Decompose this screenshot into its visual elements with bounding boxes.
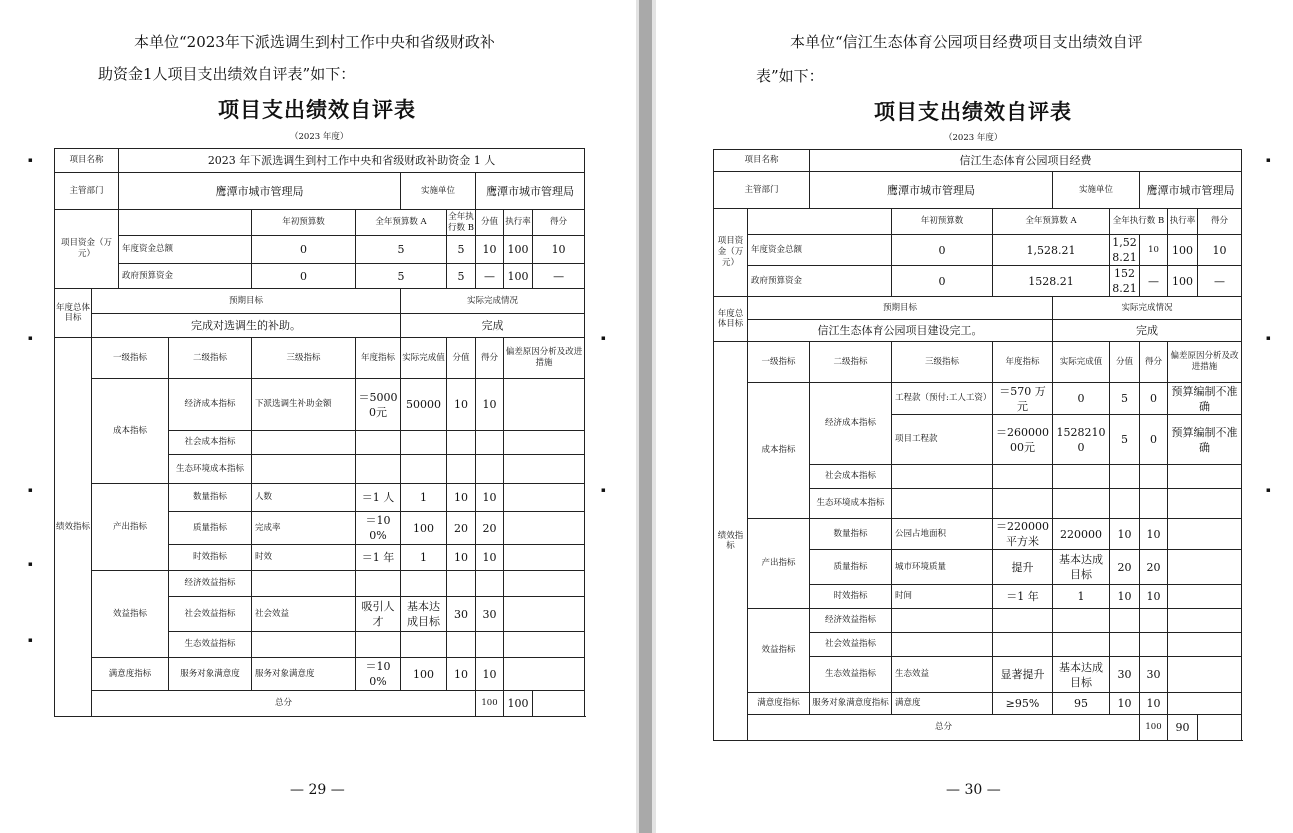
project-name-label: 项目名称	[714, 150, 810, 172]
impl-label: 实施单位	[1053, 172, 1140, 209]
l1-cost: 成本指标	[748, 383, 810, 519]
cell: ＝1 年	[356, 545, 401, 571]
l2-cell: 生态效益指标	[169, 632, 252, 658]
l3-cell: 下派选调生补助金额	[252, 379, 356, 431]
cell: 100	[504, 264, 533, 289]
cell: 10	[533, 236, 585, 264]
margin-mark: ▪	[601, 334, 606, 342]
cell: 30	[447, 597, 476, 632]
impl-value: 鹰潭市城市管理局	[476, 173, 585, 210]
cell: 5	[356, 236, 447, 264]
cell: 10	[1110, 519, 1140, 550]
total-label: 总分	[92, 691, 476, 717]
cell: 5	[1110, 415, 1140, 465]
l2-cell: 社会效益指标	[169, 597, 252, 632]
margin-mark: ▪	[28, 156, 33, 164]
intro-text-line2: 表”如下：	[756, 67, 824, 85]
cell: 100	[401, 658, 447, 691]
col-header: 分值	[1110, 342, 1140, 383]
page-gap-shadow	[636, 0, 639, 833]
col-header: 得分	[1140, 342, 1168, 383]
cell: 1	[401, 545, 447, 571]
col-header: 三级指标	[892, 342, 993, 383]
cell: 10	[476, 545, 504, 571]
goal-expected: 信江生态体育公园项目建设完工。	[748, 320, 1053, 342]
l2-cell: 时效指标	[810, 585, 892, 609]
perf-label: 绩效指标	[55, 338, 92, 717]
cell: 1	[401, 484, 447, 512]
cell: 50000	[401, 379, 447, 431]
cell: 0	[1140, 415, 1168, 465]
l2-cell: 经济成本指标	[810, 383, 892, 465]
l2-cell: 社会成本指标	[169, 431, 252, 455]
cell: 10	[447, 658, 476, 691]
cell: 预算编制不准确	[1168, 415, 1242, 465]
total-score: 100	[476, 691, 504, 717]
cell: 5	[447, 264, 476, 289]
l2-cell: 质量指标	[810, 550, 892, 585]
performance-table: 项目名称 2023 年下派选调生到村工作中央和省级财政补助资金 1 人 主管部门 鹰潭市城市管理局 实施单位 鹰潭市城市管理局 项目资金（万元） 年初预算数 全年预算数 A 全年执行数 B 分值 执行率 得分 年度资金总额 0 5 5 10 100 10 政府预算资金 0 5 5 — 100 — 年度总体目标 预期目标 实际完成情况 完成对选调生的补助。 完成 绩效指标 一级指标 二级指标 三级指标 年度指标 实际完成值 分值 得分 偏差原因分析及改进措施 成本指标 经济成本指标 下派选调生补助金额 ＝50000元 50000 10 10 社会成本指标 生态环境成本指标 产出指标 数量指标 人数 ＝1 人 1 10 10 质量指标 完成率 ＝100% 100 20 20 时效指标 时效 ＝1 年 1 10 10 效益指标 经济效益指标 社会效益指标 社会效益 吸引人才 基本达成目标 30 30 生态效益指标 满意度指标 服务对象满意度 服务对象满意度 ＝100% 100 10 10 总分 100 100	[54, 148, 585, 717]
l1-benefit: 效益指标	[92, 571, 169, 658]
l2-cell: 数量指标	[810, 519, 892, 550]
margin-mark: ▪	[28, 334, 33, 342]
cell: 10	[1198, 235, 1242, 266]
cell: 0	[252, 236, 356, 264]
cell: ＝50000元	[356, 379, 401, 431]
goal-actual: 完成	[401, 314, 585, 338]
cell: 15282100	[1053, 415, 1110, 465]
cell: 1,528.21	[1110, 235, 1140, 266]
l3-cell: 时效	[252, 545, 356, 571]
page-title: 项目支出绩效自评表	[874, 99, 1072, 124]
year-label: （2023 年度）	[944, 133, 1003, 143]
dept-value: 鹰潭市城市管理局	[119, 173, 401, 210]
header-rate: 执行率	[1168, 209, 1198, 235]
intro-text-line1: 本单位“信江生态体育公园项目经费项目支出绩效自评	[790, 33, 1143, 51]
cell: 20	[1140, 550, 1168, 585]
l3-cell: 服务对象满意度	[252, 658, 356, 691]
goal-label: 年度总体目标	[55, 289, 92, 338]
col-header: 偏差原因分析及改进措施	[504, 338, 585, 379]
page-number: — 30 —	[946, 782, 1001, 798]
goal-actual-header: 实际完成情况	[401, 289, 585, 314]
document-page-29	[0, 0, 636, 833]
cell: 10	[447, 484, 476, 512]
intro-text-line1: 本单位“2023年下派选调生到村工作中央和省级财政补	[134, 33, 495, 51]
cell: 10	[1110, 693, 1140, 715]
goal-expected-header: 预期目标	[748, 297, 1053, 320]
col-header: 一级指标	[748, 342, 810, 383]
col-header: 实际完成值	[401, 338, 447, 379]
intro-text-line2: 助资金1人项目支出绩效自评表”如下：	[98, 65, 356, 83]
l3-cell: 生态效益	[892, 657, 993, 693]
l2-cell: 时效指标	[169, 545, 252, 571]
goal-actual: 完成	[1053, 320, 1242, 342]
margin-mark: ▪	[1266, 486, 1271, 494]
page-number: — 29 —	[290, 782, 345, 798]
header-exec: 全年执行数 B	[1110, 209, 1168, 235]
cell: ≥95%	[993, 693, 1053, 715]
goal-actual-header: 实际完成情况	[1053, 297, 1242, 320]
l3-cell: 项目工程款	[892, 415, 993, 465]
l1-output: 产出指标	[748, 519, 810, 609]
cell: ＝26000000元	[993, 415, 1053, 465]
l3-cell: 完成率	[252, 512, 356, 545]
cell: 0	[1053, 383, 1110, 415]
header-init: 年初预算数	[892, 209, 993, 235]
cell: 10	[476, 236, 504, 264]
header-init: 年初预算数	[252, 210, 356, 236]
cell: 预算编制不准确	[1168, 383, 1242, 415]
l3-cell: 人数	[252, 484, 356, 512]
cell: —	[476, 264, 504, 289]
l2-cell: 质量指标	[169, 512, 252, 545]
performance-table	[713, 149, 1242, 741]
l3-cell: 城市环境质量	[892, 550, 993, 585]
total-got: 100	[504, 691, 533, 717]
cell: 30	[476, 597, 504, 632]
header-got: 得分	[1198, 209, 1242, 235]
cell: 20	[1110, 550, 1140, 585]
col-header: 三级指标	[252, 338, 356, 379]
l2-cell: 社会成本指标	[810, 465, 892, 489]
l3-cell: 公园占地面积	[892, 519, 993, 550]
cell: 吸引人才	[356, 597, 401, 632]
cell: 5	[1110, 383, 1140, 415]
impl-value: 鹰潭市城市管理局	[1140, 172, 1242, 209]
cell: 5	[447, 236, 476, 264]
cell: 1528.21	[1110, 266, 1140, 297]
cell: 显著提升	[993, 657, 1053, 693]
cell: 1,528.21	[993, 235, 1110, 266]
cell: 提升	[993, 550, 1053, 585]
l1-cost: 成本指标	[92, 379, 169, 484]
project-name: 信江生态体育公园项目经费	[810, 150, 1242, 172]
l2-cell: 经济效益指标	[810, 609, 892, 633]
funds-label: 项目资金（万元）	[714, 209, 748, 297]
cell: 30	[1140, 657, 1168, 693]
page-title: 项目支出绩效自评表	[218, 97, 416, 122]
l2-cell: 服务对象满意度指标	[810, 693, 892, 715]
header-score: 分值	[476, 210, 504, 236]
cell: 0	[1140, 383, 1168, 415]
margin-mark: ▪	[1266, 156, 1271, 164]
cell: 基本达成目标	[401, 597, 447, 632]
cell: 10	[1140, 519, 1168, 550]
cell: 0	[892, 235, 993, 266]
col-header: 年度指标	[356, 338, 401, 379]
cell: 10	[1140, 585, 1168, 609]
l3-cell: 满意度	[892, 693, 993, 715]
l1-satisfaction: 满意度指标	[92, 658, 169, 691]
cell: 10	[1140, 235, 1168, 266]
col-header: 实际完成值	[1053, 342, 1110, 383]
cell: 100	[1168, 266, 1198, 297]
cell: 95	[1053, 693, 1110, 715]
cell: 1	[1053, 585, 1110, 609]
header-got: 得分	[533, 210, 585, 236]
header-full: 全年预算数 A	[356, 210, 447, 236]
l2-cell: 数量指标	[169, 484, 252, 512]
cell: 10	[1110, 585, 1140, 609]
cell: ＝100%	[356, 658, 401, 691]
cell: 30	[1110, 657, 1140, 693]
cell: 5	[356, 264, 447, 289]
l2-cell: 经济成本指标	[169, 379, 252, 431]
cell: 10	[447, 379, 476, 431]
cell: 10	[1140, 693, 1168, 715]
col-header: 偏差原因分析及改进措施	[1168, 342, 1242, 383]
goal-expected-header: 预期目标	[92, 289, 401, 314]
cell: 100	[504, 236, 533, 264]
l1-satisfaction: 满意度指标	[748, 693, 810, 715]
col-header: 年度指标	[993, 342, 1053, 383]
cell: —	[533, 264, 585, 289]
cell: 10	[476, 379, 504, 431]
l2-cell: 生态效益指标	[810, 657, 892, 693]
cell: 0	[252, 264, 356, 289]
l2-cell: 服务对象满意度	[169, 658, 252, 691]
goal-expected: 完成对选调生的补助。	[92, 314, 401, 338]
cell: 10	[447, 545, 476, 571]
cell: 1528.21	[993, 266, 1110, 297]
margin-mark: ▪	[28, 486, 33, 494]
cell: ＝100%	[356, 512, 401, 545]
cell: 10	[476, 658, 504, 691]
row-gov-budget-label: 政府预算资金	[119, 264, 252, 289]
margin-mark: ▪	[28, 636, 33, 644]
col-header: 得分	[476, 338, 504, 379]
document-page-30	[656, 0, 1293, 833]
cell: 100	[401, 512, 447, 545]
margin-mark: ▪	[1266, 334, 1271, 342]
header-full: 全年预算数 A	[993, 209, 1110, 235]
project-name-label: 项目名称	[55, 149, 119, 173]
total-score: 100	[1140, 715, 1168, 741]
dept-value: 鹰潭市城市管理局	[810, 172, 1053, 209]
cell: ＝220000平方米	[993, 519, 1053, 550]
cell: —	[1198, 266, 1242, 297]
cell: —	[1140, 266, 1168, 297]
col-header: 分值	[447, 338, 476, 379]
margin-mark: ▪	[28, 560, 33, 568]
l2-cell: 生态环境成本指标	[169, 455, 252, 484]
cell: 基本达成目标	[1053, 657, 1110, 693]
cell: 20	[476, 512, 504, 545]
l3-cell: 社会效益	[252, 597, 356, 632]
project-name: 2023 年下派选调生到村工作中央和省级财政补助资金 1 人	[119, 149, 585, 173]
perf-label: 绩效指标	[714, 342, 748, 741]
l3-cell: 工程款（预付:工人工资）	[892, 383, 993, 415]
l1-benefit: 效益指标	[748, 609, 810, 693]
cell: 基本达成目标	[1053, 550, 1110, 585]
funds-label: 项目资金（万元）	[55, 210, 119, 289]
col-header: 一级指标	[92, 338, 169, 379]
year-label: （2023 年度）	[290, 132, 349, 142]
cell: 0	[892, 266, 993, 297]
cell: ＝570 万元	[993, 383, 1053, 415]
total-got: 90	[1168, 715, 1198, 741]
l1-output: 产出指标	[92, 484, 169, 571]
header-rate: 执行率	[504, 210, 533, 236]
row-annual-total-label: 年度资金总额	[748, 235, 892, 266]
goal-label: 年度总体目标	[714, 297, 748, 342]
dept-label: 主管部门	[714, 172, 810, 209]
dept-label: 主管部门	[55, 173, 119, 210]
margin-mark: ▪	[601, 486, 606, 494]
l2-cell: 社会效益指标	[810, 633, 892, 657]
l3-cell: 时间	[892, 585, 993, 609]
l2-cell: 生态环境成本指标	[810, 489, 892, 519]
row-annual-total-label: 年度资金总额	[119, 236, 252, 264]
cell: 220000	[1053, 519, 1110, 550]
cell: ＝1 人	[356, 484, 401, 512]
total-label: 总分	[748, 715, 1140, 741]
impl-label: 实施单位	[401, 173, 476, 210]
l2-cell: 经济效益指标	[169, 571, 252, 597]
cell: ＝1 年	[993, 585, 1053, 609]
cell: 20	[447, 512, 476, 545]
row-gov-budget-label: 政府预算资金	[748, 266, 892, 297]
col-header: 二级指标	[169, 338, 252, 379]
col-header: 二级指标	[810, 342, 892, 383]
cell: 100	[1168, 235, 1198, 266]
cell: 10	[476, 484, 504, 512]
